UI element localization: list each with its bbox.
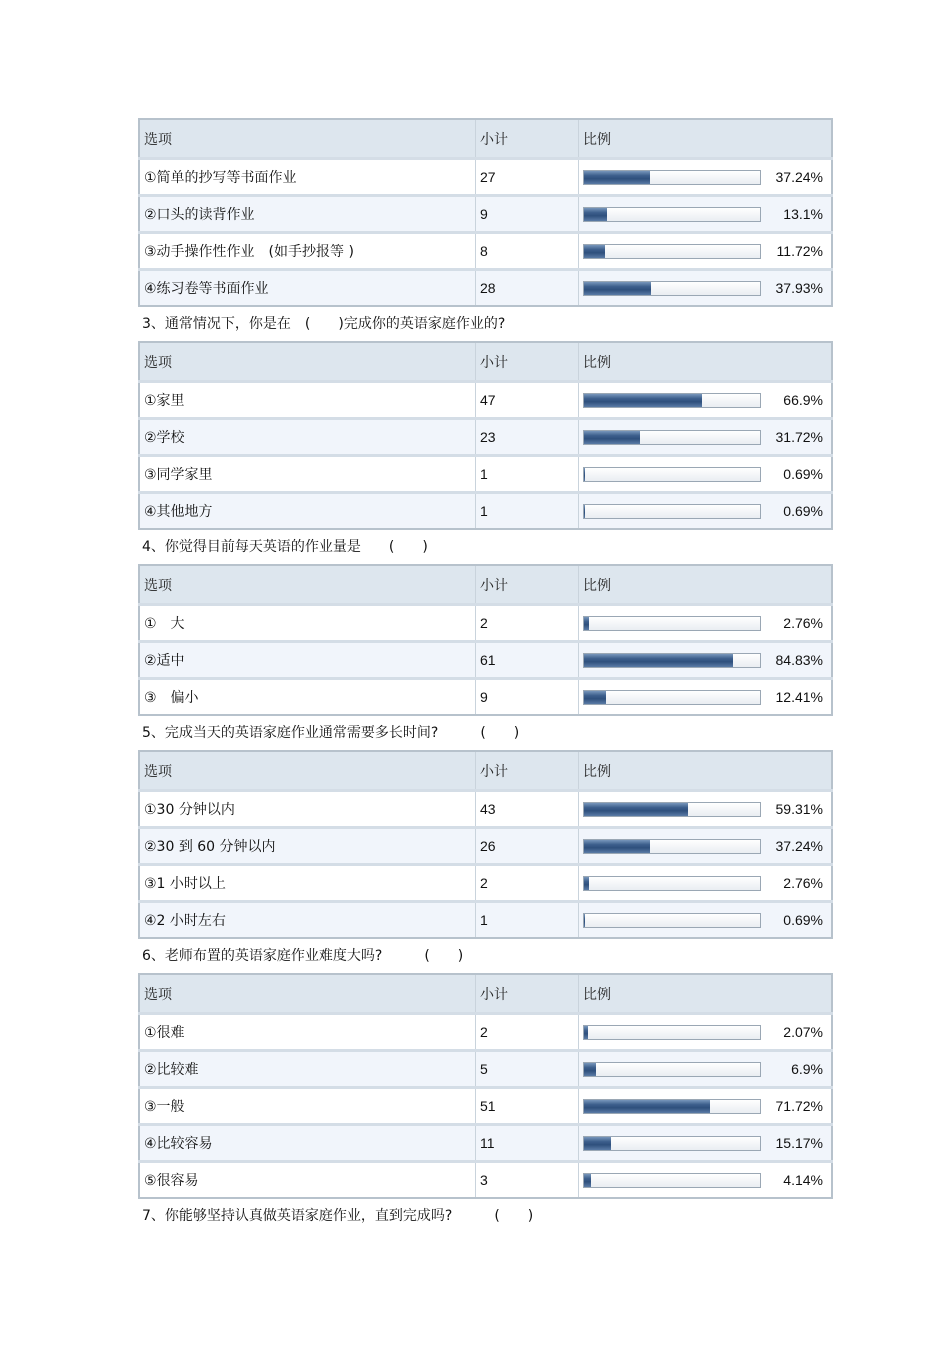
ratio-wrapper bbox=[583, 652, 827, 668]
ratio-percent: 66.9% bbox=[783, 392, 823, 408]
ratio-cell bbox=[579, 1162, 833, 1199]
option-label: ③同学家里 bbox=[139, 456, 476, 493]
option-label: ④比较容易 bbox=[139, 1125, 476, 1162]
ratio-cell bbox=[579, 902, 833, 939]
question-title: 4、你觉得目前每天英语的作业量是 ( ) bbox=[142, 539, 428, 555]
option-label: ①很难 bbox=[139, 1014, 476, 1051]
ratio-bar bbox=[583, 1173, 761, 1188]
ratio-percent: 84.83% bbox=[775, 652, 823, 668]
option-count: 43 bbox=[476, 791, 579, 828]
table-body bbox=[139, 605, 832, 716]
ratio-percent: 4.14% bbox=[783, 1172, 823, 1188]
ratio-wrapper bbox=[583, 466, 827, 482]
ratio-cell bbox=[579, 791, 833, 828]
option-count: 2 bbox=[476, 1014, 579, 1051]
table-row bbox=[139, 791, 832, 828]
ratio-cell bbox=[579, 233, 833, 270]
option-count: 3 bbox=[476, 1162, 579, 1199]
ratio-cell bbox=[579, 865, 833, 902]
ratio-wrapper bbox=[583, 912, 827, 928]
question-title: 3、通常情况下，你是在 ( )完成你的英语家庭作业的? bbox=[142, 316, 506, 332]
header-row bbox=[139, 565, 832, 605]
ratio-cell bbox=[579, 1125, 833, 1162]
ratio-wrapper bbox=[583, 689, 827, 705]
table-row bbox=[139, 456, 832, 493]
option-label: ①30 分钟以内 bbox=[139, 791, 476, 828]
ratio-percent: 2.76% bbox=[783, 875, 823, 891]
header-row bbox=[139, 751, 832, 791]
ratio-cell bbox=[579, 828, 833, 865]
option-count: 61 bbox=[476, 642, 579, 679]
option-count: 51 bbox=[476, 1088, 579, 1125]
table-row bbox=[139, 605, 832, 642]
table-body bbox=[139, 382, 832, 530]
ratio-wrapper bbox=[583, 392, 827, 408]
option-count: 26 bbox=[476, 828, 579, 865]
ratio-percent: 2.07% bbox=[783, 1024, 823, 1040]
table-row bbox=[139, 1051, 832, 1088]
ratio-bar-fill bbox=[584, 1137, 611, 1150]
ratio-wrapper bbox=[583, 615, 827, 631]
ratio-bar-fill bbox=[584, 840, 650, 853]
table-body bbox=[139, 159, 832, 307]
table-row bbox=[139, 1125, 832, 1162]
ratio-header: 比例 bbox=[579, 119, 833, 159]
ratio-bar bbox=[583, 467, 761, 482]
survey-document bbox=[138, 118, 833, 1233]
ratio-bar-fill bbox=[584, 468, 585, 481]
option-label: ③一般 bbox=[139, 1088, 476, 1125]
question-title: 6、老师布置的英语家庭作业难度大吗? ( ) bbox=[142, 948, 464, 964]
ratio-bar-fill bbox=[584, 171, 650, 184]
option-label: ③1 小时以上 bbox=[139, 865, 476, 902]
ratio-wrapper bbox=[583, 801, 827, 817]
option-count: 23 bbox=[476, 419, 579, 456]
table-row bbox=[139, 865, 832, 902]
header-row bbox=[139, 974, 832, 1014]
option-count: 8 bbox=[476, 233, 579, 270]
option-count: 9 bbox=[476, 196, 579, 233]
question-title: 5、完成当天的英语家庭作业通常需要多长时间? ( ) bbox=[142, 725, 520, 741]
option-count: 47 bbox=[476, 382, 579, 419]
ratio-wrapper bbox=[583, 1024, 827, 1040]
ratio-wrapper bbox=[583, 280, 827, 296]
survey-table bbox=[138, 750, 833, 939]
ratio-percent: 0.69% bbox=[783, 466, 823, 482]
table-row bbox=[139, 382, 832, 419]
ratio-percent: 0.69% bbox=[783, 912, 823, 928]
table-row bbox=[139, 679, 832, 716]
ratio-cell bbox=[579, 1088, 833, 1125]
table-header bbox=[139, 974, 832, 1014]
ratio-bar-fill bbox=[584, 654, 733, 667]
ratio-percent: 15.17% bbox=[775, 1135, 823, 1151]
ratio-bar bbox=[583, 1062, 761, 1077]
question-title: 7、你能够坚持认真做英语家庭作业，直到完成吗? ( ) bbox=[142, 1208, 534, 1224]
ratio-wrapper bbox=[583, 429, 827, 445]
option-label: ②口头的读背作业 bbox=[139, 196, 476, 233]
ratio-cell bbox=[579, 1051, 833, 1088]
option-label: ②适中 bbox=[139, 642, 476, 679]
table-row bbox=[139, 493, 832, 530]
ratio-bar bbox=[583, 839, 761, 854]
ratio-wrapper bbox=[583, 1061, 827, 1077]
survey-table bbox=[138, 564, 833, 716]
table-row bbox=[139, 233, 832, 270]
ratio-bar bbox=[583, 913, 761, 928]
option-label: ②30 到 60 分钟以内 bbox=[139, 828, 476, 865]
survey-table bbox=[138, 341, 833, 530]
count-header: 小计 bbox=[476, 119, 579, 159]
ratio-bar bbox=[583, 1099, 761, 1114]
option-count: 11 bbox=[476, 1125, 579, 1162]
ratio-cell bbox=[579, 493, 833, 530]
ratio-header: 比例 bbox=[579, 565, 833, 605]
ratio-header: 比例 bbox=[579, 974, 833, 1014]
ratio-bar-fill bbox=[584, 617, 589, 630]
ratio-bar-fill bbox=[584, 505, 585, 518]
option-count: 1 bbox=[476, 493, 579, 530]
ratio-wrapper bbox=[583, 838, 827, 854]
ratio-bar bbox=[583, 504, 761, 519]
ratio-wrapper bbox=[583, 206, 827, 222]
ratio-percent: 31.72% bbox=[775, 429, 823, 445]
ratio-header: 比例 bbox=[579, 342, 833, 382]
header-row bbox=[139, 342, 832, 382]
option-label: ⑤很容易 bbox=[139, 1162, 476, 1199]
option-header: 选项 bbox=[139, 342, 476, 382]
table-row bbox=[139, 270, 832, 307]
ratio-bar-fill bbox=[584, 1174, 591, 1187]
ratio-bar-fill bbox=[584, 914, 585, 927]
option-label: ④练习卷等书面作业 bbox=[139, 270, 476, 307]
option-label: ②比较难 bbox=[139, 1051, 476, 1088]
ratio-bar bbox=[583, 1136, 761, 1151]
ratio-bar-fill bbox=[584, 1026, 588, 1039]
ratio-percent: 0.69% bbox=[783, 503, 823, 519]
option-count: 1 bbox=[476, 902, 579, 939]
ratio-cell bbox=[579, 382, 833, 419]
option-label: ③ 偏小 bbox=[139, 679, 476, 716]
table-header bbox=[139, 751, 832, 791]
ratio-percent: 37.93% bbox=[775, 280, 823, 296]
option-header: 选项 bbox=[139, 565, 476, 605]
option-header: 选项 bbox=[139, 751, 476, 791]
table-row bbox=[139, 828, 832, 865]
option-label: ②学校 bbox=[139, 419, 476, 456]
ratio-bar-fill bbox=[584, 282, 651, 295]
ratio-bar-fill bbox=[584, 1100, 710, 1113]
ratio-bar-fill bbox=[584, 394, 702, 407]
ratio-cell bbox=[579, 419, 833, 456]
ratio-bar-fill bbox=[584, 877, 589, 890]
ratio-bar bbox=[583, 393, 761, 408]
ratio-header: 比例 bbox=[579, 751, 833, 791]
survey-table bbox=[138, 973, 833, 1199]
ratio-cell bbox=[579, 196, 833, 233]
table-row bbox=[139, 159, 832, 196]
option-label: ④2 小时左右 bbox=[139, 902, 476, 939]
table-body bbox=[139, 1014, 832, 1199]
ratio-cell bbox=[579, 605, 833, 642]
ratio-bar-fill bbox=[584, 431, 640, 444]
ratio-bar bbox=[583, 802, 761, 817]
ratio-cell bbox=[579, 159, 833, 196]
option-label: ①家里 bbox=[139, 382, 476, 419]
ratio-percent: 12.41% bbox=[775, 689, 823, 705]
table-row bbox=[139, 1088, 832, 1125]
option-label: ①简单的抄写等书面作业 bbox=[139, 159, 476, 196]
option-count: 28 bbox=[476, 270, 579, 307]
ratio-bar-fill bbox=[584, 691, 606, 704]
ratio-bar bbox=[583, 690, 761, 705]
ratio-bar bbox=[583, 616, 761, 631]
option-count: 1 bbox=[476, 456, 579, 493]
ratio-wrapper bbox=[583, 503, 827, 519]
table-row bbox=[139, 419, 832, 456]
option-label: ④其他地方 bbox=[139, 493, 476, 530]
ratio-percent: 59.31% bbox=[775, 801, 823, 817]
ratio-cell bbox=[579, 270, 833, 307]
ratio-bar-fill bbox=[584, 208, 607, 221]
option-count: 9 bbox=[476, 679, 579, 716]
table-body bbox=[139, 791, 832, 939]
ratio-wrapper bbox=[583, 169, 827, 185]
count-header: 小计 bbox=[476, 751, 579, 791]
ratio-percent: 37.24% bbox=[775, 169, 823, 185]
table-header bbox=[139, 119, 832, 159]
ratio-wrapper bbox=[583, 243, 827, 259]
ratio-bar bbox=[583, 430, 761, 445]
option-count: 2 bbox=[476, 865, 579, 902]
ratio-cell bbox=[579, 642, 833, 679]
ratio-percent: 37.24% bbox=[775, 838, 823, 854]
ratio-wrapper bbox=[583, 1098, 827, 1114]
ratio-bar bbox=[583, 170, 761, 185]
ratio-cell bbox=[579, 679, 833, 716]
option-count: 5 bbox=[476, 1051, 579, 1088]
ratio-bar-fill bbox=[584, 1063, 596, 1076]
option-header: 选项 bbox=[139, 119, 476, 159]
ratio-wrapper bbox=[583, 1172, 827, 1188]
ratio-cell bbox=[579, 456, 833, 493]
ratio-bar bbox=[583, 876, 761, 891]
count-header: 小计 bbox=[476, 342, 579, 382]
count-header: 小计 bbox=[476, 974, 579, 1014]
ratio-bar bbox=[583, 281, 761, 296]
option-label: ③动手操作性作业 (如手抄报等 ) bbox=[139, 233, 476, 270]
ratio-percent: 11.72% bbox=[776, 243, 823, 259]
header-row bbox=[139, 119, 832, 159]
ratio-percent: 2.76% bbox=[783, 615, 823, 631]
ratio-percent: 71.72% bbox=[775, 1098, 823, 1114]
option-count: 27 bbox=[476, 159, 579, 196]
survey-table bbox=[138, 118, 833, 307]
option-count: 2 bbox=[476, 605, 579, 642]
ratio-bar bbox=[583, 207, 761, 222]
table-row bbox=[139, 902, 832, 939]
table-row bbox=[139, 196, 832, 233]
ratio-bar-fill bbox=[584, 803, 688, 816]
ratio-cell bbox=[579, 1014, 833, 1051]
ratio-percent: 13.1% bbox=[783, 206, 823, 222]
ratio-percent: 6.9% bbox=[791, 1061, 823, 1077]
ratio-bar bbox=[583, 653, 761, 668]
table-row bbox=[139, 1014, 832, 1051]
count-header: 小计 bbox=[476, 565, 579, 605]
table-row bbox=[139, 642, 832, 679]
table-header bbox=[139, 565, 832, 605]
table-header bbox=[139, 342, 832, 382]
table-row bbox=[139, 1162, 832, 1199]
option-header: 选项 bbox=[139, 974, 476, 1014]
option-label: ① 大 bbox=[139, 605, 476, 642]
ratio-bar bbox=[583, 1025, 761, 1040]
ratio-wrapper bbox=[583, 875, 827, 891]
ratio-bar-fill bbox=[584, 245, 605, 258]
ratio-wrapper bbox=[583, 1135, 827, 1151]
ratio-bar bbox=[583, 244, 761, 259]
